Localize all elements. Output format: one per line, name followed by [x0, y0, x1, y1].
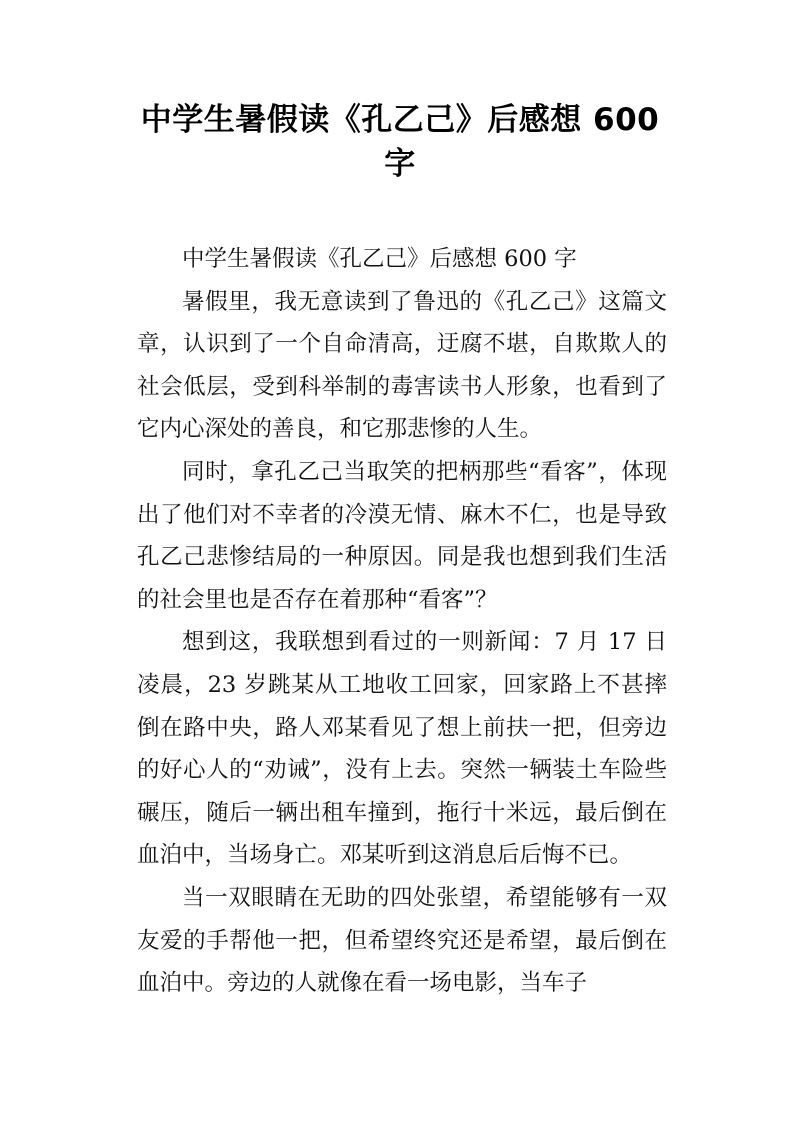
body-paragraph: 中学生暑假读《孔乙己》后感想 600 字: [182, 246, 577, 272]
document-body: [137, 238, 667, 1005]
body-paragraph: 暑假里，我无意读到了鲁迅的《孔乙己》这篇文章，认识到了一个自命清高，迂腐不堪，自欺欺人的社会低层，受到科举制的毒害读书人形象，也看到了它内心深处的善良，和它那悲惨的人生。: [137, 288, 667, 443]
document-title: 中学生暑假读《孔乙己》后感想 600 字: [140, 102, 660, 182]
body-paragraph: 当一双眼睛在无助的四处张望，希望能够有一双友爱的手帮他一把，但希望终究还是希望，最后倒在血泊中。旁边的人就像在看一场电影，当车子: [137, 884, 667, 997]
body-paragraph: 同时，拿孔乙己当取笑的把柄那些“看客”，体现出了他们对不幸者的冷漠无情、麻木不仁，也是导致孔乙己悲惨结局的一种原因。同是我也想到我们生活的社会里也是否存在着那种“看客”？: [137, 458, 667, 613]
body-paragraph: 想到这，我联想到看过的一则新闻：7 月 17 日凌晨，23 岁跳某从工地收工回家，回家路上不甚摔倒在路中央，路人邓某看见了想上前扶一把，但旁边的好心人的“劝诫”，没有上去。突然一辆装土车险些碾压，随后一辆出租车撞到，拖行十米远，最后倒在血泊中，当场身亡。邓某听到这消息后后悔不已。: [137, 629, 667, 869]
